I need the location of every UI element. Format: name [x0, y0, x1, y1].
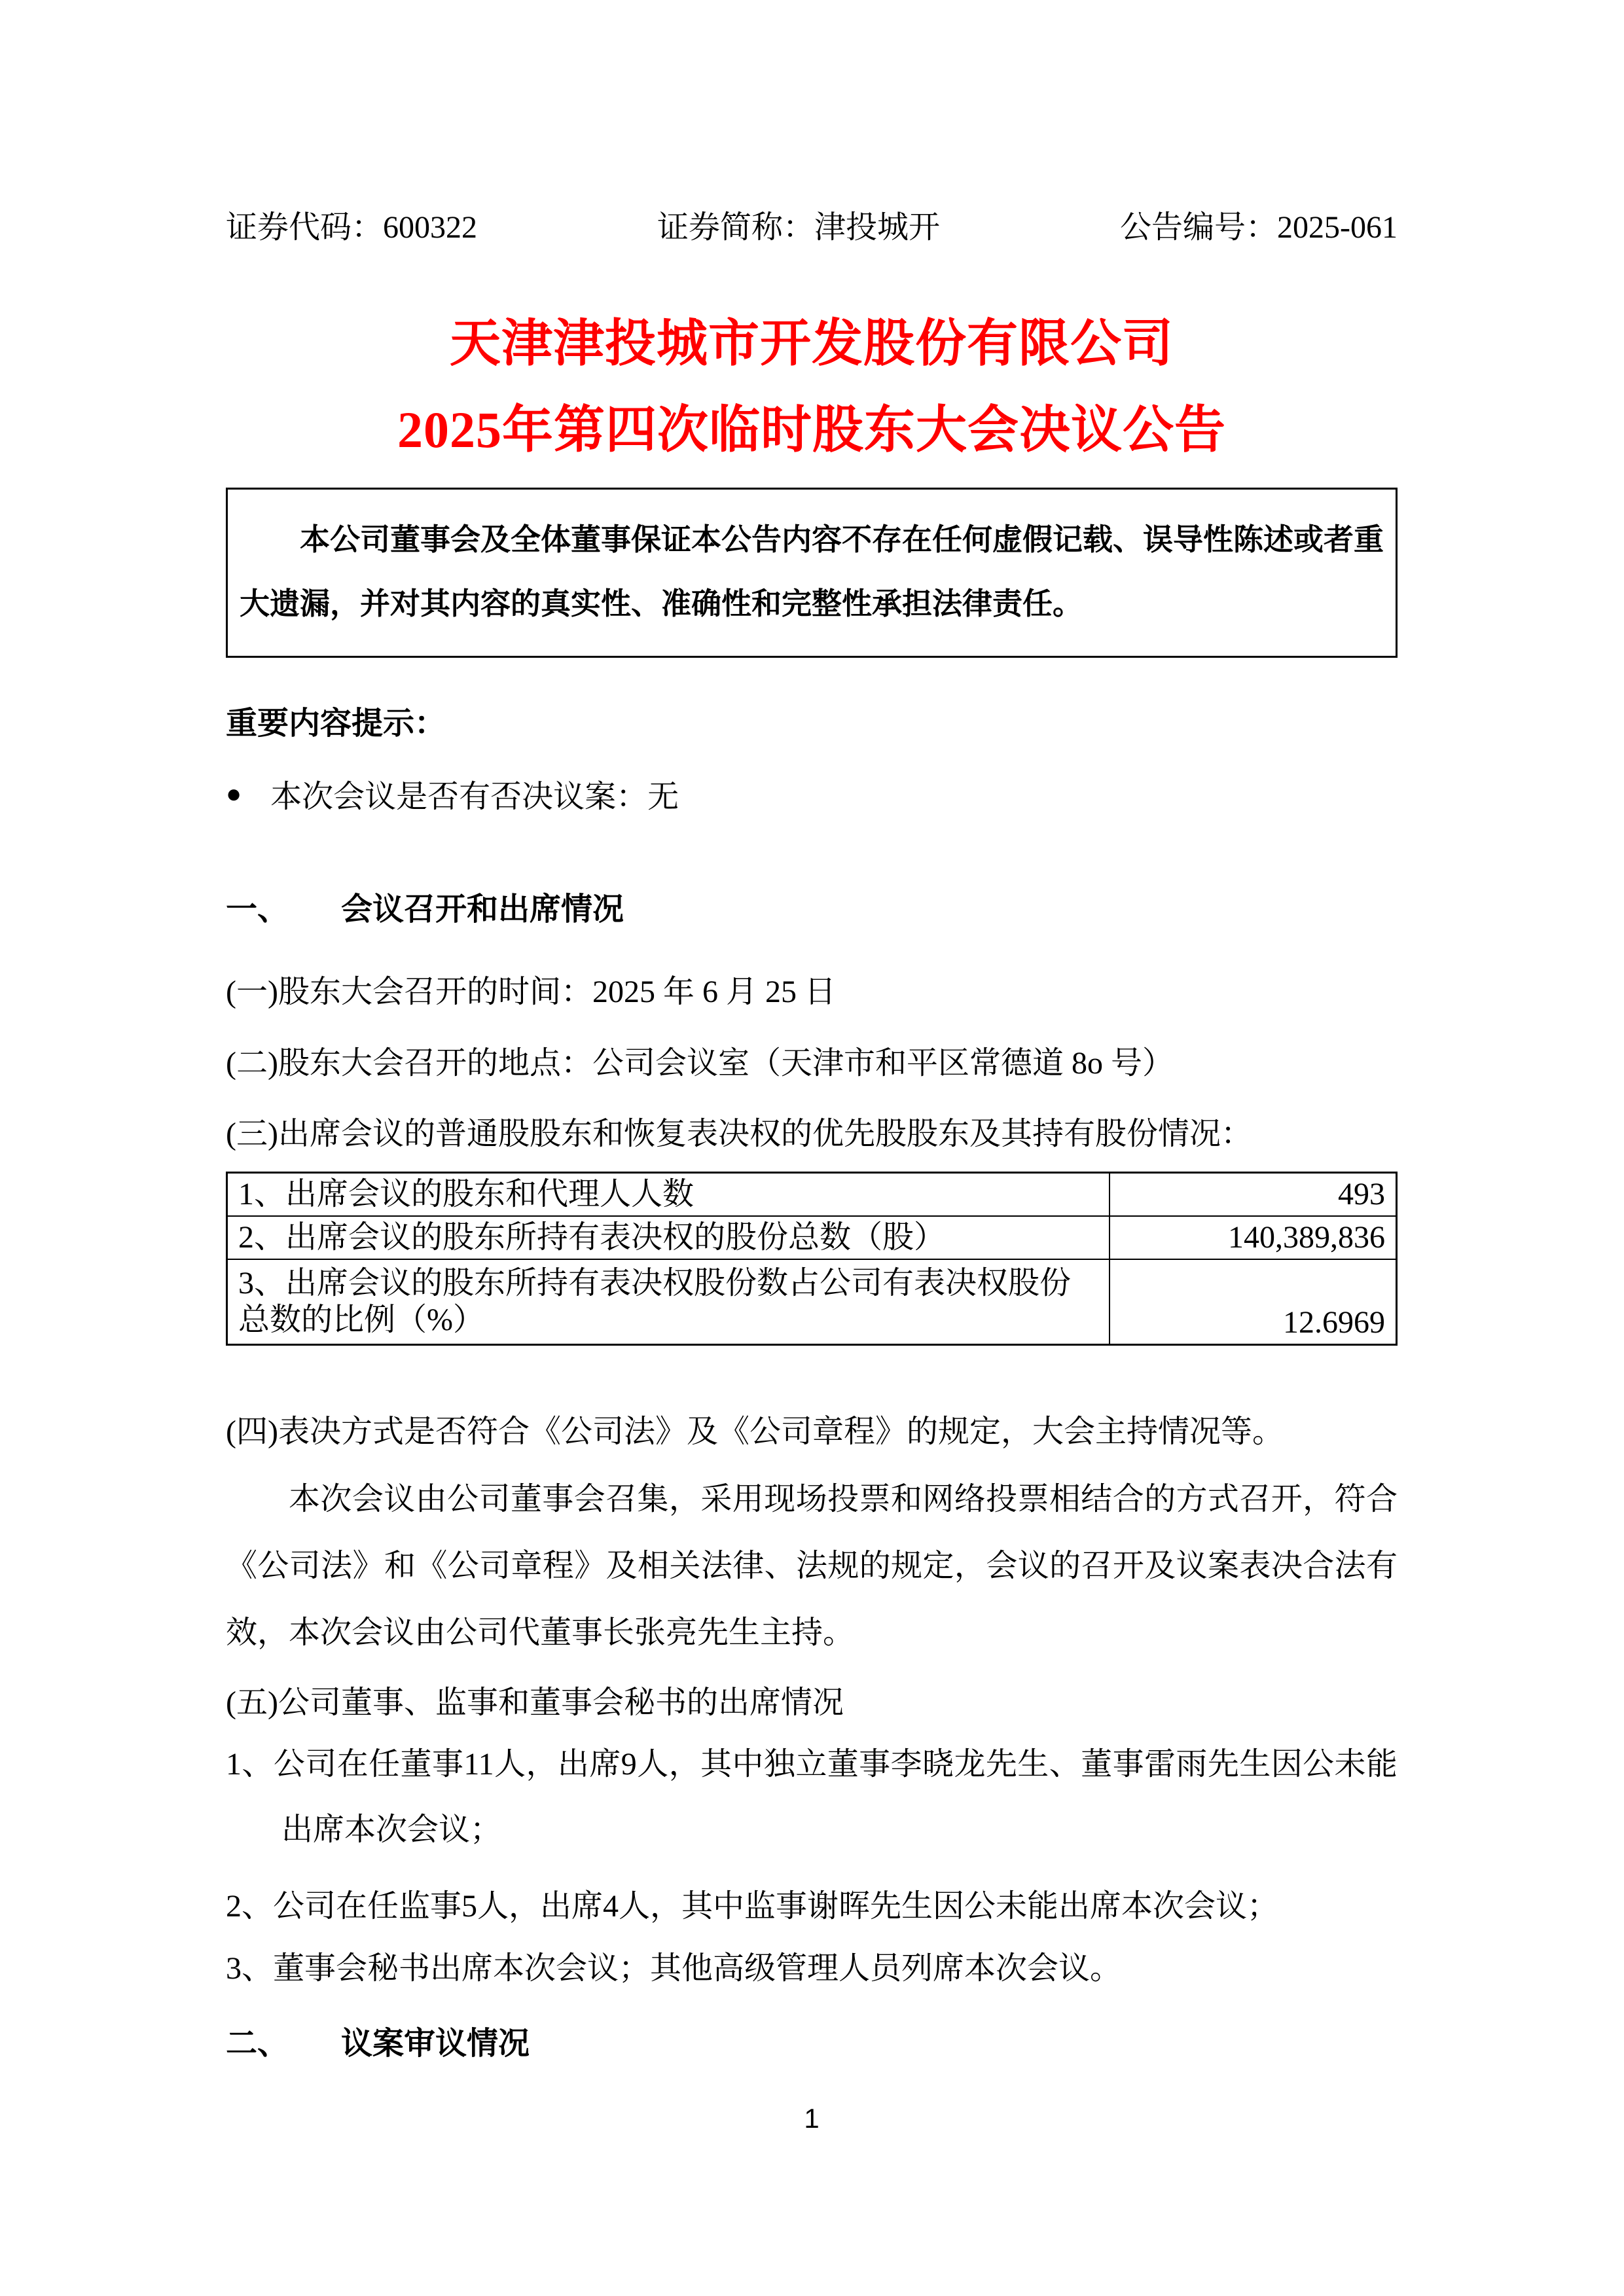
clause-3-attendance-intro: (三)出席会议的普通股股东和恢复表决权的优先股股东及其持有股份情况： [226, 1117, 1252, 1151]
important-notice-item [226, 771, 1398, 816]
disclaimer-box [226, 488, 1398, 658]
attendance-row-label: 3、出席会议的股东所持有表决权股份数占公司有表决权股份总数的比例（%） [227, 1259, 1110, 1344]
clause-2-meeting-place: (二)股东大会召开的地点：公司会议室（天津市和平区常德道 8o 号） [226, 1046, 1174, 1081]
attendance-row-label: 1、出席会议的股东和代理人人数 [227, 1173, 1110, 1217]
list-item-supervisors: 2、公司在任监事5人，出席4人，其中监事谢晖先生因公未能出席本次会议； [226, 1889, 1279, 1924]
table-row [227, 1216, 1397, 1259]
important-notice-text: 本次会议是否有否决议案：无 [270, 780, 679, 814]
attendance-row-label: 2、出席会议的股东所持有表决权的股份总数（股） [227, 1216, 1110, 1259]
section-2-heading [226, 2018, 1398, 2063]
list-item-directors: 1、公司在任董事11人，出席9人，其中独立董事李晓龙先生、董事雷雨先生因公未能出席本次会议； [226, 1747, 1398, 1847]
important-notice-heading: 重要内容提示： [226, 706, 446, 741]
announcement-number: 公告编号：2025-061 [1120, 210, 1398, 245]
attendance-table [226, 1172, 1398, 1346]
bullet-icon: ● [226, 778, 242, 808]
table-row [227, 1173, 1397, 1217]
section-1-heading [226, 884, 1398, 929]
section-2-number: 二、 [226, 2026, 289, 2061]
attendance-row-value: 140,389,836 [1110, 1216, 1397, 1259]
clause-1-meeting-time: (一)股东大会召开的时间：2025 年 6 月 25 日 [226, 975, 836, 1009]
table-row [227, 1259, 1397, 1344]
stock-abbreviation: 证券简称：津投城开 [657, 210, 941, 245]
doc-title-line-2: 2025年第四次临时股东大会决议公告 [397, 401, 1226, 458]
clause-4-voting-method: (四)表决方式是否符合《公司法》及《公司章程》的规定，大会主持情况等。 [226, 1414, 1284, 1449]
doc-title-line-1: 天津津投城市开发股份有限公司 [449, 315, 1174, 372]
section-1-number: 一、 [226, 892, 289, 927]
section-2-title: 议案审议情况 [341, 2026, 530, 2061]
clause-5-attendance-of-directors: (五)公司董事、监事和董事会秘书的出席情况 [226, 1685, 844, 1720]
disclaimer-text: 本公司董事会及全体董事保证本公告内容不存在任何虚假记载、误导性陈述或者重大遗漏，并对其内容的真实性、准确性和完整性承担法律责任。 [240, 523, 1384, 620]
section-1-title: 会议召开和出席情况 [341, 892, 624, 927]
attendance-row-value: 493 [1110, 1173, 1397, 1217]
attendance-row-value: 12.6969 [1110, 1259, 1397, 1344]
page-number: 1 [804, 2103, 820, 2134]
stock-code: 证券代码：600322 [226, 210, 478, 245]
list-item-secretary: 3、董事会秘书出席本次会议；其他高级管理人员列席本次会议。 [226, 1951, 1122, 1986]
document-header [226, 202, 1398, 247]
clause-4-paragraph: 本次会议由公司董事会召集，采用现场投票和网络投票相结合的方式召开，符合《公司法》和《公司章程》及相关法律、法规的规定，会议的召开及议案表决合法有效，本次会议由公司代董事长张亮先生主持。 [226, 1482, 1398, 1650]
